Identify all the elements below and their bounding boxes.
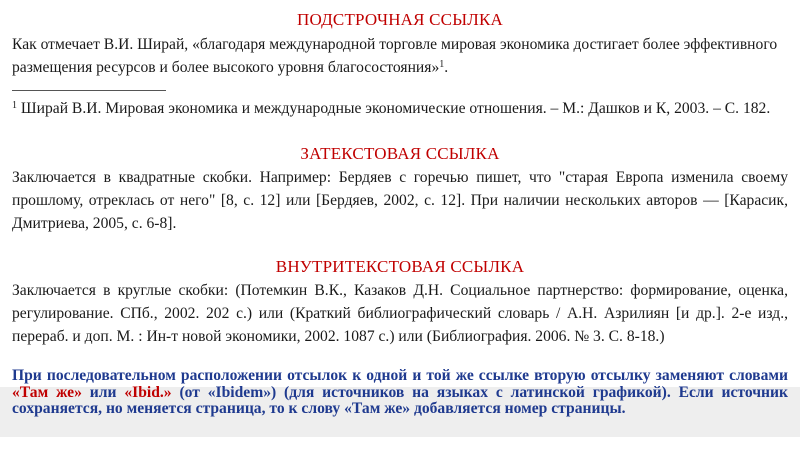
footnote-number: 1 <box>12 100 17 111</box>
footnote-example-period: . <box>444 59 449 76</box>
footnote-example-text: Как отмечает В.И. Ширай, «благодаря международной торговле мировая экономика достигает более эффективного размещения ресурсов и более высокого уровня благосостояния» <box>12 36 778 76</box>
intext-link-paragraph: Заключается в круглые скобки: (Потемкин В.К., Казаков Д.Н. Социальное партнерство: формирование, оценка, регулирование. СПб., 2002. 202 с.) или (Краткий библиографический словарь / А.Н. Азрилиян [и др.]. 2-е изд., перераб. и доп. М. : Ин-т новой экономики, 2002. 1087 с.) или (Библиография. 2006. № 3. С. 8-18.) <box>12 282 788 345</box>
note-highlight-ibid: «Ibid.» <box>124 383 172 401</box>
footnote-paragraph <box>12 97 788 120</box>
heading-footnote-link: ПОДСТРОЧНАЯ ССЫЛКА <box>297 10 503 29</box>
footnote-text: Ширай В.И. Мировая экономика и международные экономические отношения. – М.: Дашков и К, 2003. – С. 182. <box>17 100 771 117</box>
heading-endtext-link: ЗАТЕКСТОВАЯ ССЫЛКА <box>300 144 500 163</box>
endtext-link-paragraph: Заключается в квадратные скобки. Например: Бердяев с горечью пишет, что "старая Европа изменила своему прошлому, отреклась от него" [8, с. 12] или [Бердяев, 2002, с. 12]. При наличии нескольких авторов — [Карасик, Дмитриева, 2005, с. 6-8]. <box>12 169 788 232</box>
note-highlight-tam-zhe: «Там же» <box>12 383 82 401</box>
heading-intext-link: ВНУТРИТЕКСТОВАЯ ССЫЛКА <box>275 257 525 276</box>
footnote-example-paragraph <box>12 33 788 79</box>
note-text-part1: При последовательном расположении отсылок к одной и той же ссылке вторую отсылку заменяют словами <box>12 367 788 384</box>
footnote-separator <box>12 90 166 91</box>
repeat-reference-note <box>12 368 788 418</box>
footnote-marker: 1 <box>439 59 445 70</box>
note-text-part2: или <box>81 383 125 401</box>
note-text-part3: (от «Ibidem») (для источников на языках с латинской графикой). Если источник сохраняется, но меняется страница, то к слову «Там же» добавляется номер страницы. <box>12 383 788 417</box>
